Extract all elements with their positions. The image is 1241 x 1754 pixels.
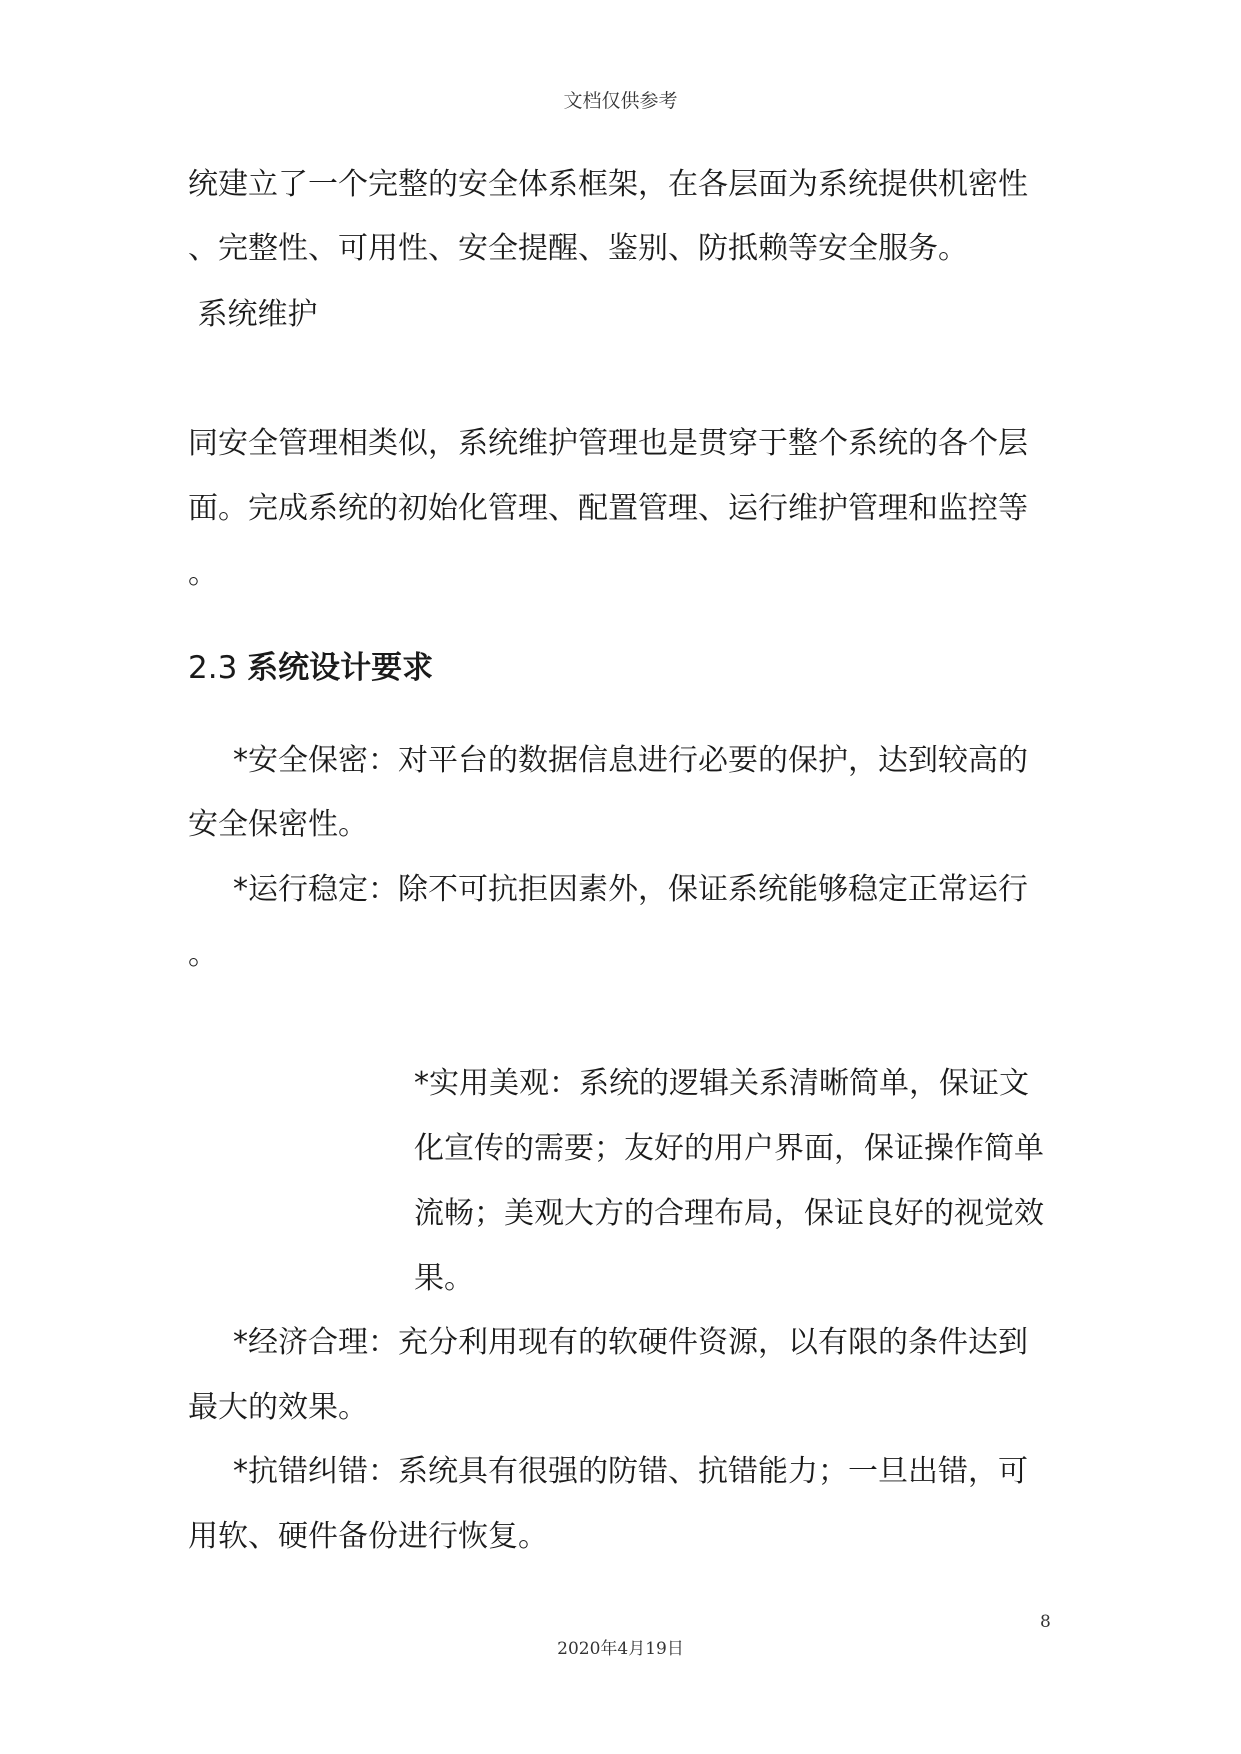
body-line: 流畅；美观大方的合理布局，保证良好的视觉效: [414, 1196, 1044, 1231]
body-line: 安全保密性。: [188, 807, 368, 842]
footer-date: 2020年4月19日: [557, 1639, 684, 1659]
subsection-title: 系统维护: [188, 297, 318, 332]
body-line: 果。: [414, 1261, 474, 1296]
page-number: 8: [1040, 1612, 1051, 1632]
section-number: 2.3: [188, 650, 248, 686]
body-line: 。: [188, 937, 218, 972]
section-title: 系统设计要求: [247, 650, 434, 686]
list-item: *实用美观：系统的逻辑关系清晰简单，保证文: [414, 1066, 1029, 1101]
body-line: 统建立了一个完整的安全体系框架，在各层面为系统提供机密性: [188, 167, 1028, 202]
body-line: 用软、硬件备份进行恢复。: [188, 1519, 548, 1554]
body-line: 、完整性、可用性、安全提醒、鉴别、防抵赖等安全服务。: [188, 231, 968, 266]
body-line: 最大的效果。: [188, 1390, 368, 1425]
body-line: 面。完成系统的初始化管理、配置管理、运行维护管理和监控等: [188, 491, 1028, 526]
list-item: *经济合理：充分利用现有的软硬件资源，以有限的条件达到: [233, 1325, 1028, 1360]
list-item: *运行稳定：除不可抗拒因素外，保证系统能够稳定正常运行: [233, 872, 1028, 907]
page-header: 文档仅供参考: [563, 90, 678, 112]
body-line: 。: [188, 556, 218, 591]
list-item: *抗错纠错：系统具有很强的防错、抗错能力；一旦出错，可: [233, 1454, 1028, 1489]
list-item: *安全保密：对平台的数据信息进行必要的保护，达到较高的: [233, 743, 1028, 778]
body-line: 化宣传的需要；友好的用户界面，保证操作简单: [414, 1131, 1044, 1166]
body-line: 同安全管理相类似，系统维护管理也是贯穿于整个系统的各个层: [188, 426, 1028, 461]
section-heading: [188, 648, 433, 688]
